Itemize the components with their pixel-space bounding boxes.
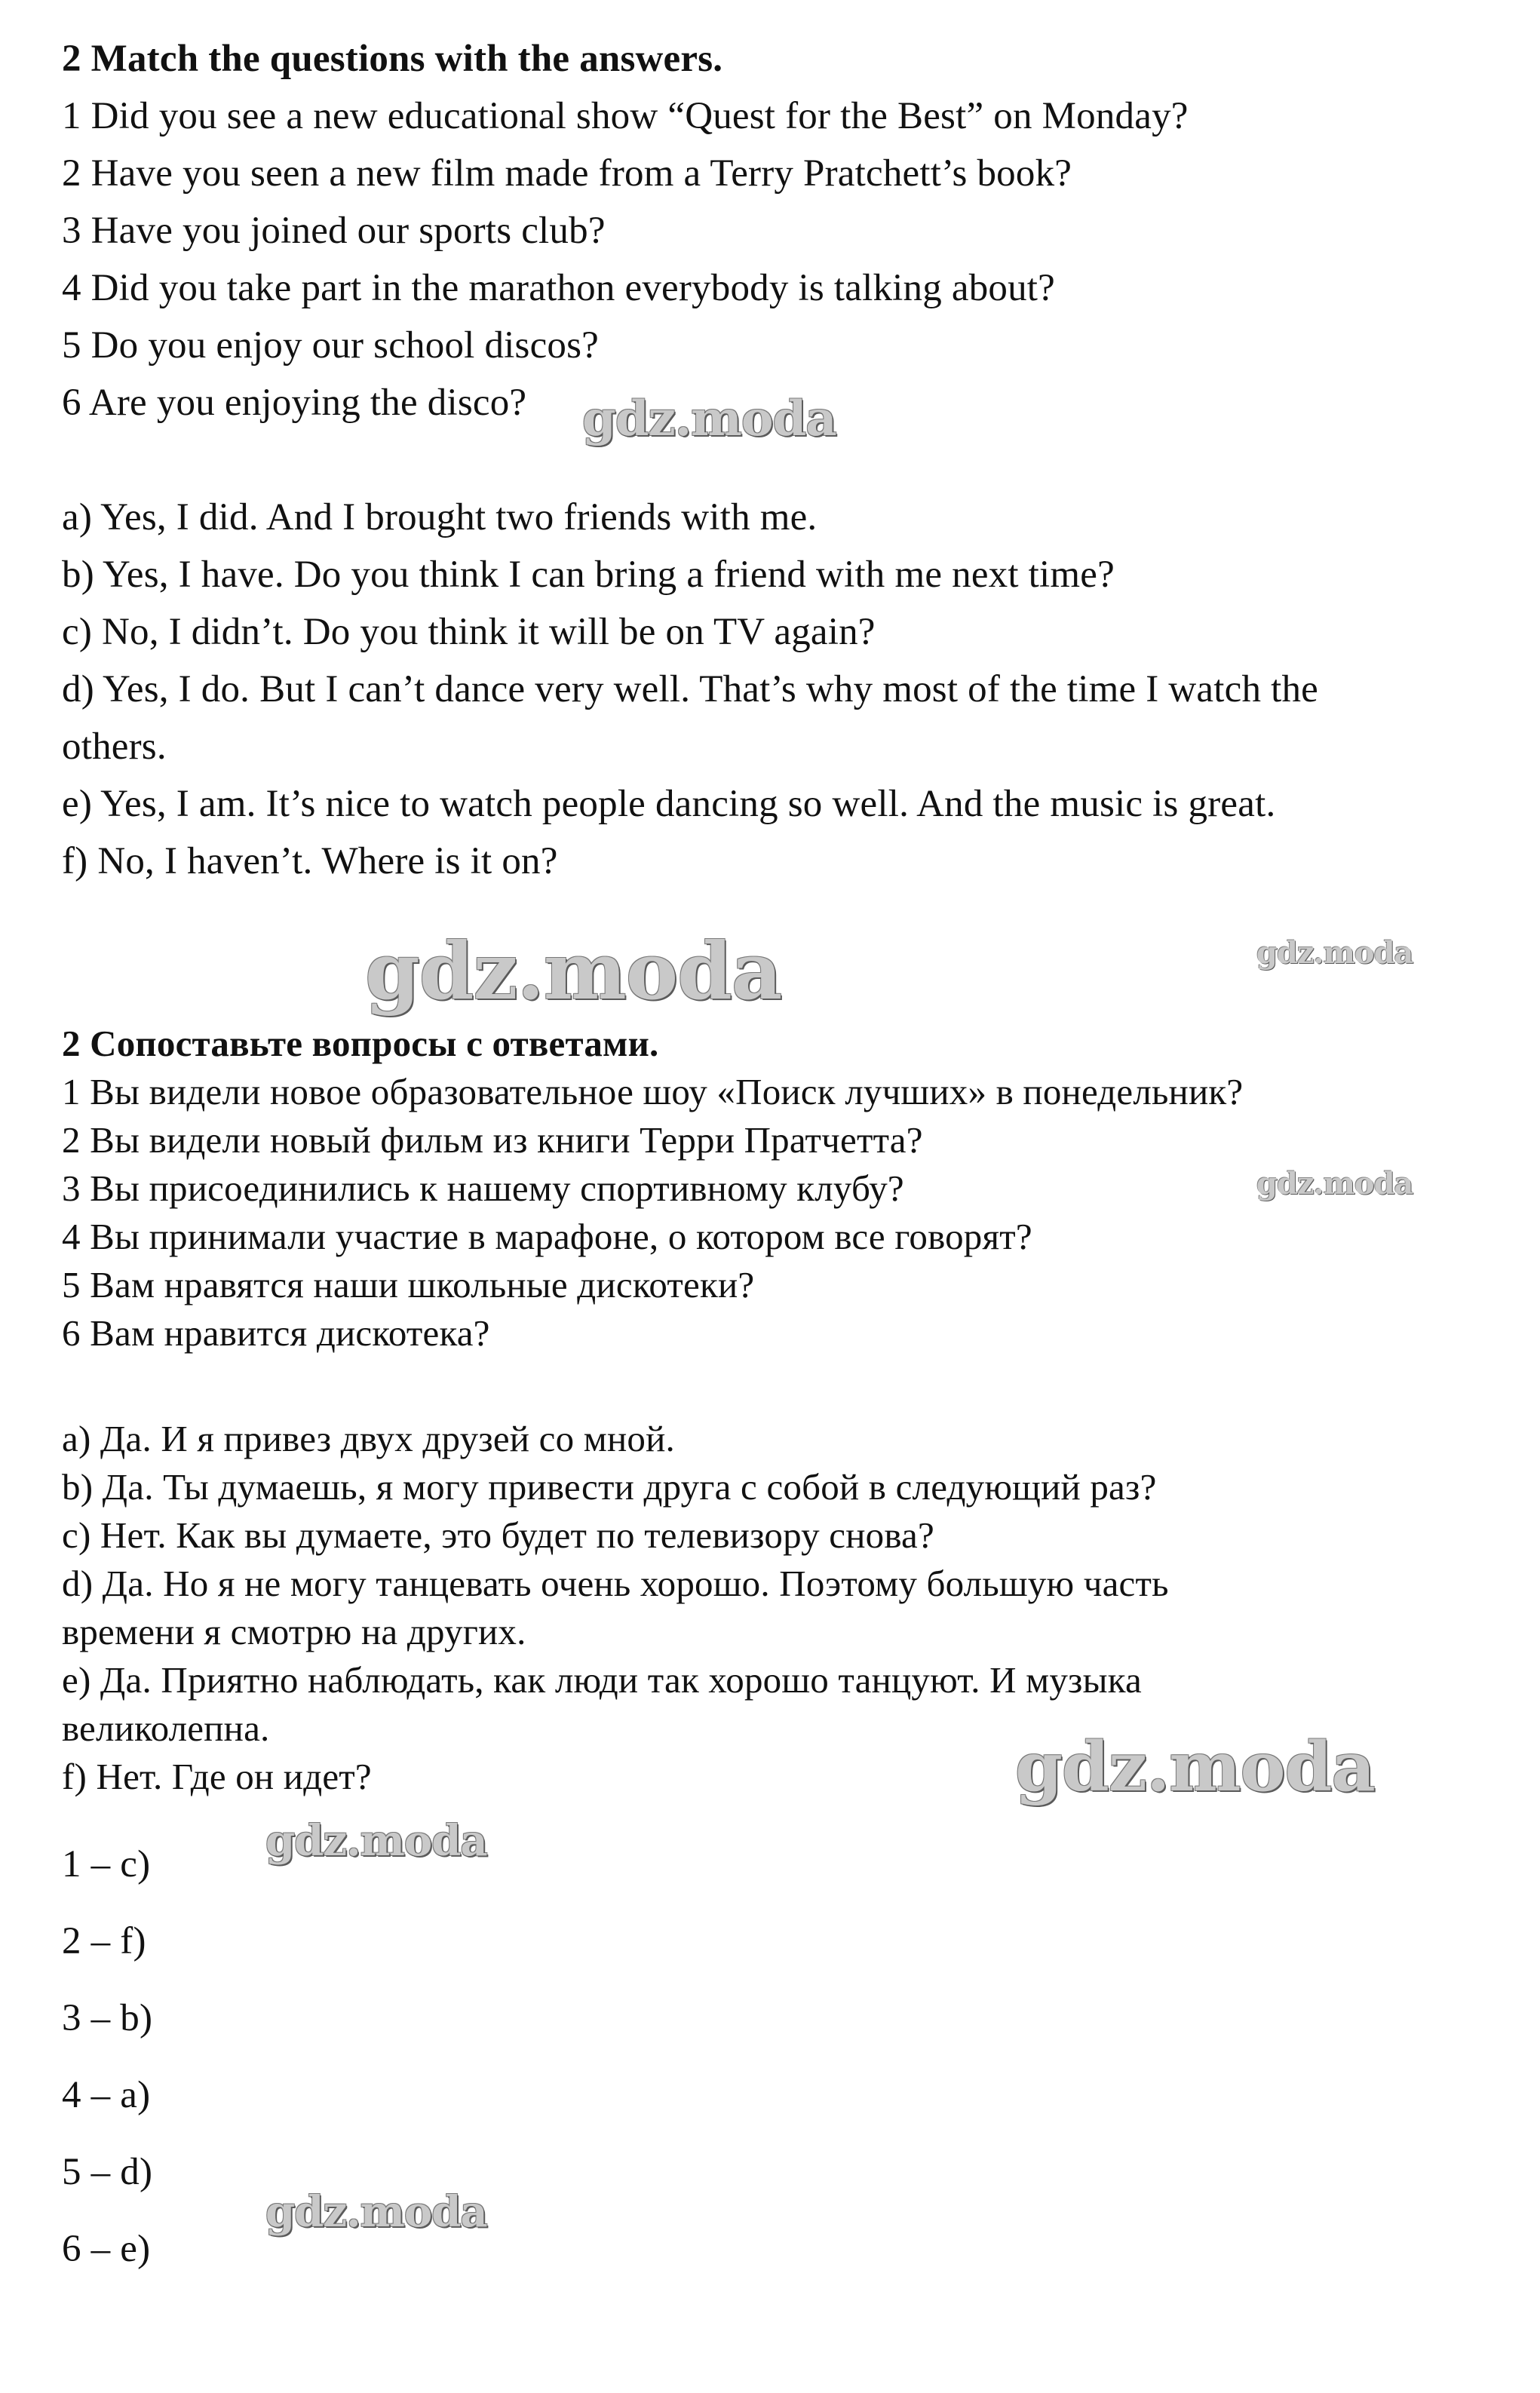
- question-3-ru: 3 Вы присоединились к нашему спортивному клубу?: [62, 1167, 904, 1209]
- answer-d-en-cont: others.: [62, 726, 167, 768]
- answer-e-ru-cont: великолепна.: [62, 1707, 270, 1749]
- question-4-en: 4 Did you take part in the marathon everybody is talking about?: [62, 267, 1056, 309]
- watermark: gdz.moda: [265, 1816, 487, 1866]
- exercise-heading-ru: 2 Сопоставьте вопросы с ответами.: [62, 1023, 659, 1064]
- question-2-en: 2 Have you seen a new film made from a Terry Pratchett’s book?: [62, 152, 1072, 195]
- watermark: gdz.moda: [365, 925, 782, 1017]
- exercise-heading-en: 2 Match the questions with the answers.: [62, 38, 723, 80]
- answer-b-en: b) Yes, I have. Do you think I can bring a friend with me next time?: [62, 554, 1115, 596]
- question-5-ru: 5 Вам нравятся наши школьные дискотеки?: [62, 1264, 755, 1305]
- question-5-en: 5 Do you enjoy our school discos?: [62, 324, 600, 367]
- question-2-ru: 2 Вы видели новый фильм из книги Терри Пратчетта?: [62, 1119, 923, 1161]
- answer-b-ru: b) Да. Ты думаешь, я могу привести друга с собой в следующий раз?: [62, 1466, 1157, 1508]
- question-1-ru: 1 Вы видели новое образовательное шоу «Поиск лучших» в понедельник?: [62, 1071, 1244, 1112]
- answer-key-6: 6 – e): [62, 2228, 151, 2270]
- question-4-ru: 4 Вы принимали участие в марафоне, о котором все говорят?: [62, 1216, 1032, 1257]
- answer-key-5: 5 – d): [62, 2151, 153, 2193]
- watermark: gdz.moda: [265, 2187, 487, 2237]
- watermark: gdz.moda: [582, 391, 836, 447]
- question-6-en: 6 Are you enjoying the disco?: [62, 382, 527, 424]
- answer-d-en: d) Yes, I do. But I can’t dance very well. That’s why most of the time I watch the: [62, 668, 1319, 710]
- answer-c-ru: c) Нет. Как вы думаете, это будет по телевизору снова?: [62, 1514, 934, 1556]
- answer-d-ru: d) Да. Но я не могу танцевать очень хорошо. Поэтому большую часть: [62, 1563, 1169, 1604]
- answer-a-ru: a) Да. И я привез двух друзей со мной.: [62, 1418, 675, 1459]
- question-3-en: 3 Have you joined our sports club?: [62, 210, 606, 252]
- question-1-en: 1 Did you see a new educational show “Quest for the Best” on Monday?: [62, 95, 1189, 137]
- answer-f-en: f) No, I haven’t. Where is it on?: [62, 840, 558, 882]
- answer-key-3: 3 – b): [62, 1997, 153, 2039]
- question-6-ru: 6 Вам нравится дискотека?: [62, 1312, 490, 1354]
- answer-f-ru: f) Нет. Где он идет?: [62, 1756, 372, 1797]
- answer-key-2: 2 – f): [62, 1920, 146, 1962]
- answer-c-en: c) No, I didn’t. Do you think it will be on TV again?: [62, 611, 876, 653]
- answer-key-4: 4 – a): [62, 2074, 151, 2116]
- answer-e-ru: e) Да. Приятно наблюдать, как люди так хорошо танцуют. И музыка: [62, 1659, 1142, 1701]
- watermark: gdz.moda: [1015, 1727, 1375, 1807]
- watermark: gdz.moda: [1256, 1166, 1413, 1201]
- answer-a-en: a) Yes, I did. And I brought two friends with me.: [62, 496, 818, 538]
- answer-e-en: e) Yes, I am. It’s nice to watch people dancing so well. And the music is great.: [62, 783, 1276, 825]
- watermark: gdz.moda: [1256, 935, 1413, 971]
- answer-key-1: 1 – c): [62, 1843, 151, 1885]
- answer-d-ru-cont: времени я смотрю на других.: [62, 1611, 526, 1652]
